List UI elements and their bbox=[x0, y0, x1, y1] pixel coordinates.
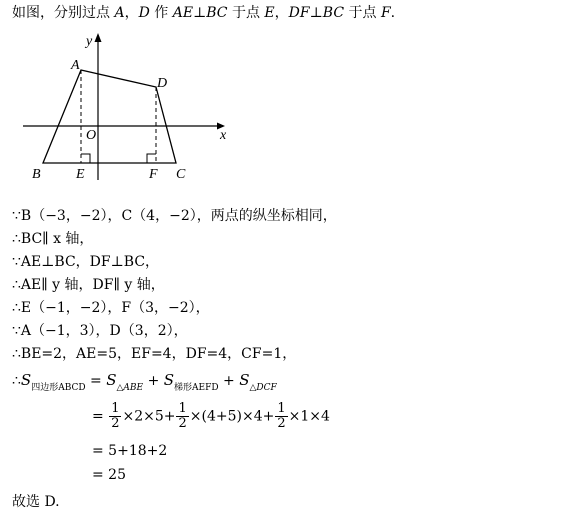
step-line: ∵A（−1，3），D（3，2）， bbox=[12, 323, 188, 339]
equals-sign: = bbox=[92, 408, 104, 425]
coordinate-figure bbox=[18, 30, 238, 185]
perp-symbol: ⊥ bbox=[309, 5, 323, 21]
step-line: ∴AE∥ y 轴，DF∥ y 轴， bbox=[12, 277, 165, 293]
area-subscript: 梯形AEFD bbox=[174, 383, 219, 393]
point-label: F bbox=[380, 5, 391, 21]
point-label: D bbox=[138, 5, 150, 21]
step-line: ∵B（−3，−2），C（4，−2），两点的纵坐标相同， bbox=[12, 208, 337, 224]
equals-sign: = bbox=[85, 373, 107, 389]
step-line: ∴BC∥ x 轴， bbox=[12, 231, 94, 247]
area-formula-line bbox=[12, 371, 277, 397]
intro-text: ， bbox=[124, 5, 139, 21]
area-symbol: S bbox=[20, 371, 32, 389]
right-angle-mark-f bbox=[147, 154, 156, 163]
fraction-numerator: 1 bbox=[111, 401, 120, 416]
fraction-numerator: 1 bbox=[277, 401, 286, 416]
area-calc-line bbox=[92, 402, 330, 431]
point-label: A bbox=[114, 5, 125, 21]
label-d: D bbox=[157, 76, 168, 91]
conclusion-line: 故选 D. bbox=[12, 494, 60, 510]
label-f: F bbox=[149, 167, 158, 182]
intro-text: 于点 bbox=[227, 5, 265, 21]
fraction-denominator: 2 bbox=[178, 416, 187, 431]
area-subscript: 四边形ABCD bbox=[31, 383, 86, 393]
therefore-symbol: ∴ bbox=[12, 373, 21, 389]
step-line: ∴E（−1，−2），F（3，−2）， bbox=[12, 300, 210, 316]
step-line: ∵AE⊥BC，DF⊥BC， bbox=[12, 254, 160, 270]
area-subscript: △ABE bbox=[116, 383, 144, 393]
plus-sign: + bbox=[218, 373, 240, 389]
fraction-half bbox=[275, 402, 287, 431]
label-b: B bbox=[32, 167, 41, 182]
label-c: C bbox=[176, 167, 186, 182]
label-y: y bbox=[86, 34, 93, 49]
fraction-numerator: 1 bbox=[178, 401, 187, 416]
segment-label: AE bbox=[172, 5, 194, 21]
area-subscript: △DCF bbox=[249, 383, 277, 393]
fraction-denominator: 2 bbox=[277, 416, 286, 431]
perp-symbol: ⊥ bbox=[193, 5, 207, 21]
fraction-half bbox=[109, 402, 121, 431]
area-symbol: S bbox=[163, 371, 175, 389]
step-line: ∴BE=2，AE=5，EF=4，DF=4，CF=1， bbox=[12, 346, 297, 362]
intro-text: ， bbox=[274, 5, 289, 21]
fraction-denominator: 2 bbox=[111, 416, 120, 431]
intro-text: 于点 bbox=[344, 5, 381, 21]
area-result-line: = 25 bbox=[92, 467, 126, 483]
intro-line bbox=[12, 4, 395, 22]
fraction-half bbox=[176, 402, 188, 431]
label-o: O bbox=[86, 128, 97, 143]
segment-label: BC bbox=[206, 5, 228, 21]
segment-label: BC bbox=[322, 5, 345, 21]
area-sum-line: = 5+18+2 bbox=[92, 443, 168, 459]
intro-text: . bbox=[390, 5, 396, 21]
calc-term: ×2×5+ bbox=[122, 408, 176, 425]
area-symbol: S bbox=[239, 371, 250, 389]
calc-term: ×1×4 bbox=[288, 408, 330, 425]
intro-text: 作 bbox=[149, 5, 173, 21]
segment-label: DF bbox=[288, 5, 310, 21]
point-label: E bbox=[264, 5, 275, 21]
intro-text: 如图，分别过点 bbox=[12, 5, 115, 21]
plus-sign: + bbox=[143, 373, 164, 389]
area-symbol: S bbox=[106, 371, 117, 389]
calc-term: ×(4+5)×4+ bbox=[189, 408, 275, 425]
label-e: E bbox=[76, 167, 85, 182]
y-axis-arrow bbox=[95, 33, 102, 42]
right-angle-mark-e bbox=[81, 154, 90, 163]
label-x: x bbox=[220, 128, 227, 143]
label-a: A bbox=[71, 58, 80, 73]
